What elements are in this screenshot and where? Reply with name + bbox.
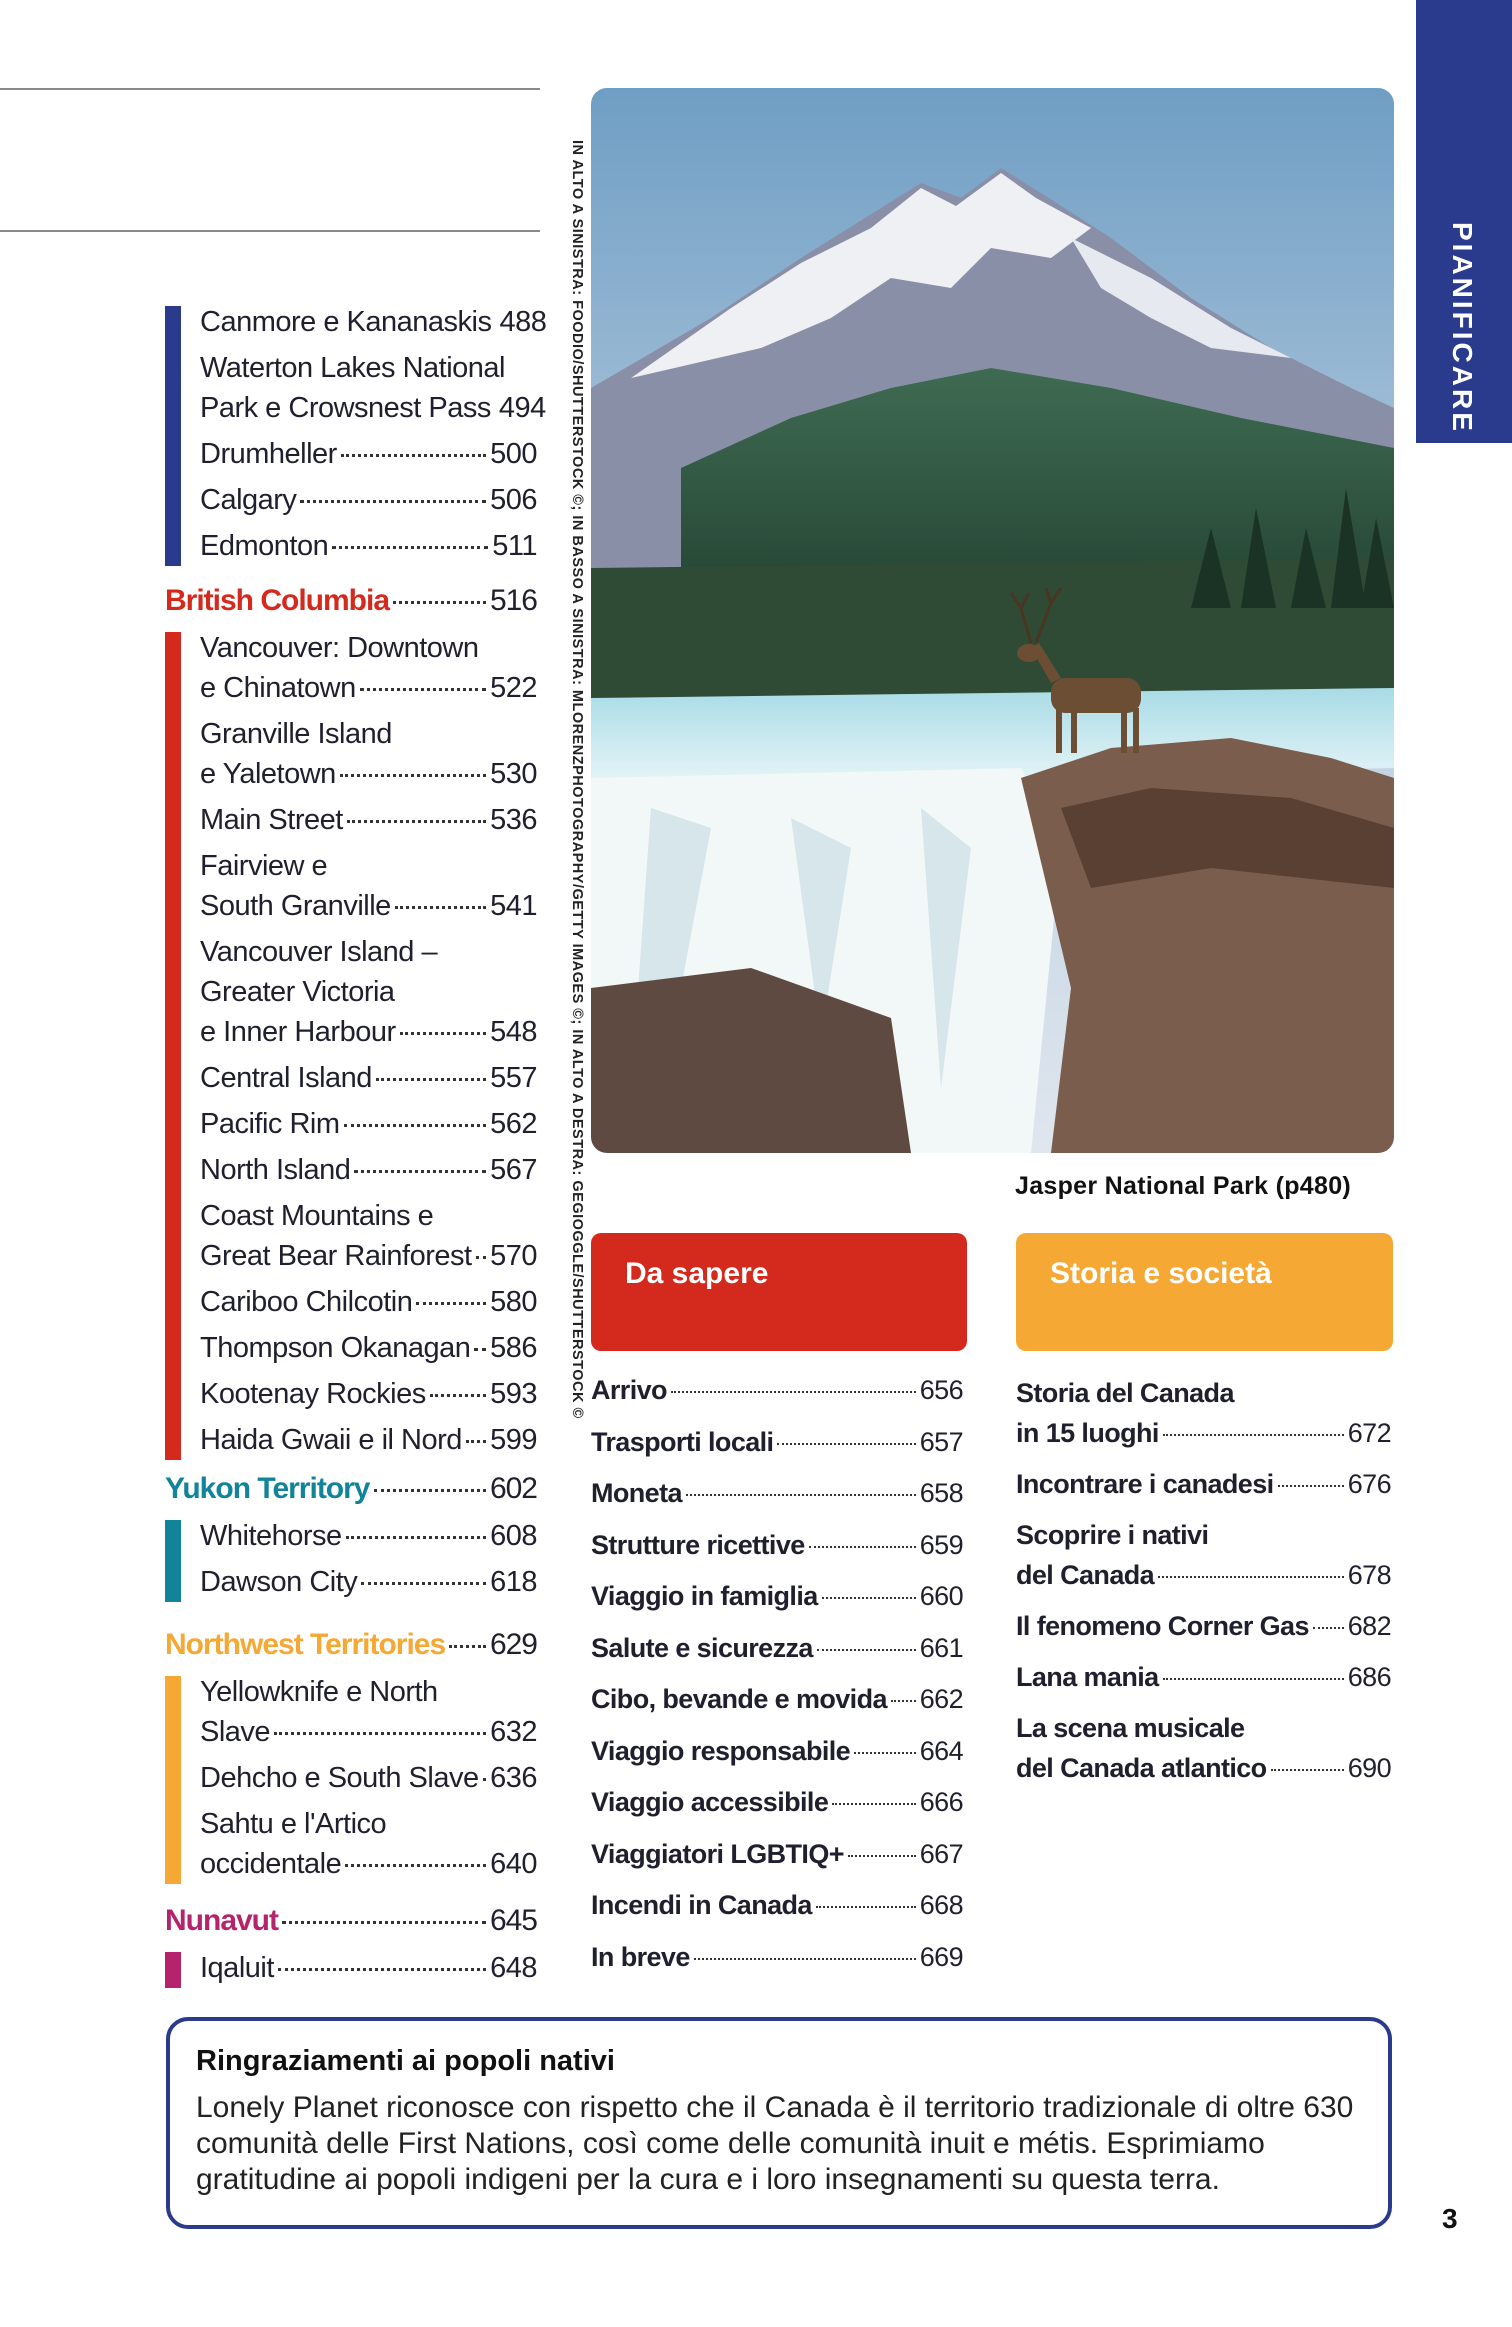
da-sapere-item bbox=[591, 1942, 963, 1973]
toc-entry-page: 593 bbox=[490, 1378, 537, 1410]
toc-entry-line bbox=[200, 1758, 537, 1798]
toc-entry bbox=[200, 1516, 537, 1556]
leader-dots bbox=[474, 1348, 486, 1351]
toc-entry-page: 648 bbox=[490, 1952, 537, 1984]
storia-item-line bbox=[1016, 1520, 1391, 1551]
da-sapere-item bbox=[591, 1427, 963, 1458]
da-sapere-item bbox=[591, 1787, 963, 1818]
da-sapere-item-page: 667 bbox=[919, 1838, 963, 1869]
da-sapere-item-page: 661 bbox=[919, 1632, 963, 1663]
toc-entry-page: 586 bbox=[490, 1332, 537, 1364]
toc-entry bbox=[200, 348, 546, 428]
storia-item-label: Storia del Canada bbox=[1016, 1378, 1234, 1408]
toc-entry-page: 562 bbox=[490, 1108, 537, 1140]
storia-item-label: Scoprire i nativi bbox=[1016, 1520, 1209, 1550]
toc-entry-text: Haida Gwaii e il Nord bbox=[200, 1424, 462, 1456]
toc-entry-page: 511 bbox=[492, 530, 537, 562]
toc-entry bbox=[200, 302, 547, 342]
toc-entry-text: Edmonton bbox=[200, 530, 329, 562]
region-yukon-label: Yukon Territory bbox=[165, 1472, 370, 1505]
toc-entry-line bbox=[200, 1374, 537, 1414]
da-sapere-item-label: Arrivo bbox=[591, 1375, 667, 1405]
toc-entry-line bbox=[200, 1672, 537, 1712]
da-sapere-item-label: Cibo, bevande e movida bbox=[591, 1684, 887, 1714]
da-sapere-item bbox=[591, 1633, 963, 1664]
leader-dots bbox=[476, 1256, 487, 1259]
photo-credit-text: IN ALTO A SINISTRA: FOODIO/SHUTTERSTOCK ©; IN BASSO A SINISTRA: MLORENZPHOTOGRAPHY/GETTY IMAGES ©; IN ALTO A DESTRA: GEGIOGGLE/SHUTTERSTOCK © bbox=[569, 140, 585, 1419]
toc-entry-text: Dawson City bbox=[200, 1566, 358, 1598]
toc-entry-line bbox=[200, 480, 537, 520]
leader-dots bbox=[832, 1803, 916, 1805]
storia-item-page: 672 bbox=[1347, 1418, 1391, 1448]
toc-entry bbox=[200, 1058, 537, 1098]
leader-dots bbox=[360, 688, 486, 691]
leader-dots bbox=[374, 1489, 486, 1492]
toc-entry-line bbox=[200, 972, 537, 1012]
toc-entry-text: e Inner Harbour bbox=[200, 1016, 396, 1048]
da-sapere-item-page: 666 bbox=[919, 1787, 963, 1817]
bc-color-bar bbox=[165, 632, 181, 1460]
toc-entry-text: Slave bbox=[200, 1716, 271, 1748]
storia-item-page: 690 bbox=[1347, 1753, 1391, 1783]
leader-dots bbox=[354, 1170, 486, 1173]
toc-entry-text: Cariboo Chilcotin bbox=[200, 1286, 413, 1318]
toc-entry-page: 640 bbox=[490, 1848, 537, 1880]
leader-dots bbox=[347, 820, 486, 823]
leader-dots bbox=[816, 1906, 916, 1908]
leader-dots bbox=[686, 1494, 916, 1496]
toc-entry-page: 530 bbox=[490, 758, 537, 790]
toc-entry-text: South Granville bbox=[200, 890, 391, 922]
toc-entry-line bbox=[200, 1804, 537, 1844]
leader-dots bbox=[848, 1855, 916, 1857]
toc-entry-line bbox=[200, 932, 537, 972]
storia-box bbox=[1016, 1233, 1393, 1351]
toc-entry-text: Whitehorse bbox=[200, 1520, 342, 1552]
leader-dots bbox=[346, 1536, 486, 1539]
toc-entry-line bbox=[200, 388, 546, 428]
storia-item-line bbox=[1016, 1611, 1391, 1642]
toc-entry-line bbox=[200, 846, 537, 886]
toc-entry-text: Pacific Rim bbox=[200, 1108, 340, 1140]
leader-dots bbox=[341, 454, 486, 457]
toc-entry-text: Greater Victoria bbox=[200, 976, 395, 1008]
toc-entry-text: Drumheller bbox=[200, 438, 337, 470]
toc-entry-line bbox=[200, 628, 537, 668]
da-sapere-item-page: 669 bbox=[919, 1941, 963, 1972]
toc-entry-text: Main Street bbox=[200, 804, 343, 836]
leader-dots bbox=[854, 1752, 916, 1754]
toc-entry bbox=[200, 434, 537, 474]
acknowledgement-text: Lonely Planet riconosce con rispetto che il Canada è il territorio tradizionale di oltre 630 comunità delle First Nations, così come delle comunità inuit e métis. Esprimiamo gratitudine ai popoli indigeni per la cura e i loro insegnamenti su questa terra. bbox=[196, 2091, 1354, 2196]
leader-dots bbox=[1158, 1576, 1344, 1578]
toc-entry-page: 488 bbox=[499, 306, 547, 338]
leader-dots bbox=[822, 1597, 916, 1599]
leader-dots bbox=[345, 1864, 486, 1867]
toc-entry-page: 522 bbox=[490, 672, 537, 704]
da-sapere-item-page: 658 bbox=[919, 1478, 963, 1508]
toc-entry-page: 567 bbox=[490, 1154, 537, 1186]
toc-entry bbox=[200, 1420, 537, 1460]
toc-entry bbox=[200, 1562, 537, 1602]
da-sapere-item-page: 657 bbox=[919, 1426, 963, 1457]
landscape-illustration bbox=[591, 88, 1394, 1153]
da-sapere-item-label: Viaggiatori LGBTIQ+ bbox=[591, 1838, 844, 1869]
nwt-color-bar bbox=[165, 1676, 181, 1884]
toc-entry-line bbox=[200, 668, 537, 708]
leader-dots bbox=[340, 774, 486, 777]
storia-item-line bbox=[1016, 1560, 1391, 1591]
da-sapere-item bbox=[591, 1684, 963, 1715]
storia-item-label: Il fenomeno Corner Gas bbox=[1016, 1611, 1309, 1641]
region-british-columbia bbox=[165, 584, 537, 618]
storia-item-label: del Canada bbox=[1016, 1560, 1155, 1590]
alberta-color-bar bbox=[165, 306, 181, 566]
leader-dots bbox=[466, 1440, 486, 1443]
leader-dots bbox=[1278, 1485, 1344, 1487]
storia-item-page: 678 bbox=[1347, 1560, 1391, 1590]
da-sapere-item-label: Incendi in Canada bbox=[591, 1890, 812, 1920]
da-sapere-item-page: 660 bbox=[919, 1581, 963, 1611]
da-sapere-item-label: Moneta bbox=[591, 1478, 682, 1508]
toc-entry bbox=[200, 800, 537, 840]
acknowledgement-title: Ringraziamenti ai popoli nativi bbox=[196, 2045, 615, 2077]
top-rule bbox=[0, 88, 540, 90]
region-nunavut bbox=[165, 1904, 537, 1938]
jasper-photo bbox=[591, 88, 1394, 1153]
toc-entry-line bbox=[200, 1236, 537, 1276]
leader-dots bbox=[449, 1645, 486, 1648]
toc-entry-line bbox=[200, 1012, 537, 1052]
toc-entry bbox=[200, 846, 537, 926]
leader-dots bbox=[809, 1546, 916, 1548]
da-sapere-item bbox=[591, 1581, 963, 1612]
toc-entry bbox=[200, 1150, 537, 1190]
toc-entry-line bbox=[200, 1328, 537, 1368]
toc-entry bbox=[200, 1104, 537, 1144]
leader-dots bbox=[278, 1968, 486, 1971]
leader-dots bbox=[300, 500, 486, 503]
second-rule bbox=[0, 230, 540, 232]
toc-entry-page: 536 bbox=[490, 804, 537, 836]
toc-entry bbox=[200, 1328, 537, 1368]
toc-entry-page: 557 bbox=[490, 1062, 537, 1094]
storia-item-page: 686 bbox=[1347, 1662, 1391, 1692]
toc-entry-line bbox=[200, 526, 537, 566]
toc-entry bbox=[200, 1948, 537, 1988]
leader-dots bbox=[777, 1443, 915, 1445]
toc-entry-line bbox=[200, 434, 537, 474]
toc-entry-line bbox=[200, 348, 537, 388]
toc-entry-line bbox=[200, 1282, 537, 1322]
nunavut-color-bar bbox=[165, 1952, 181, 1988]
leader-dots bbox=[376, 1078, 486, 1081]
storia-item-label: del Canada atlantico bbox=[1016, 1753, 1267, 1783]
toc-entry-line bbox=[200, 1150, 537, 1190]
toc-entry-text: Fairview e bbox=[200, 850, 328, 882]
da-sapere-item-page: 668 bbox=[919, 1890, 963, 1920]
toc-entry-line bbox=[200, 1104, 537, 1144]
leader-dots bbox=[361, 1582, 486, 1585]
leader-dots bbox=[400, 1032, 486, 1035]
storia-item-line bbox=[1016, 1713, 1391, 1744]
yukon-color-bar bbox=[165, 1520, 181, 1602]
toc-entry-line bbox=[200, 1196, 537, 1236]
storia-item-label: Lana mania bbox=[1016, 1662, 1159, 1692]
toc-entry-page: 548 bbox=[490, 1016, 537, 1048]
toc-entry-text: Coast Mountains e bbox=[200, 1200, 434, 1232]
toc-entry-line bbox=[200, 302, 547, 342]
storia-item-line bbox=[1016, 1469, 1391, 1500]
toc-entry-line bbox=[200, 1420, 537, 1460]
leader-dots bbox=[1271, 1769, 1344, 1771]
toc-entry-line bbox=[200, 800, 537, 840]
page-number: 3 bbox=[1442, 2203, 1458, 2234]
storia-item-page: 676 bbox=[1347, 1469, 1391, 1499]
toc-entry-text: Sahtu e l'Artico bbox=[200, 1808, 387, 1840]
toc-entry-page: 608 bbox=[490, 1520, 537, 1552]
da-sapere-item-page: 662 bbox=[919, 1684, 963, 1714]
toc-entry-text: e Yaletown bbox=[200, 758, 336, 790]
toc-entry bbox=[200, 1758, 537, 1798]
toc-entry bbox=[200, 1282, 537, 1322]
toc-entry-text: Great Bear Rainforest bbox=[200, 1240, 472, 1272]
leader-dots bbox=[671, 1391, 916, 1393]
toc-entry-page: 636 bbox=[490, 1762, 537, 1794]
da-sapere-item-label: Trasporti locali bbox=[591, 1426, 774, 1457]
storia-item-line bbox=[1016, 1662, 1391, 1693]
toc-entry-text: Yellowknife e North bbox=[200, 1676, 438, 1708]
da-sapere-item bbox=[591, 1478, 963, 1509]
da-sapere-item bbox=[591, 1375, 963, 1406]
leader-dots bbox=[483, 1778, 487, 1781]
toc-entry-line bbox=[200, 1058, 537, 1098]
toc-entry-text: Kootenay Rockies bbox=[200, 1378, 426, 1410]
da-sapere-item bbox=[591, 1530, 963, 1561]
toc-entry-line bbox=[200, 1712, 537, 1752]
storia-item-line bbox=[1016, 1378, 1391, 1409]
leader-dots bbox=[430, 1394, 486, 1397]
toc-entry-page: 632 bbox=[490, 1716, 537, 1748]
leader-dots bbox=[416, 1302, 486, 1305]
toc-entry-text: Central Island bbox=[200, 1062, 372, 1094]
toc-entry-line bbox=[200, 1516, 537, 1556]
leader-dots bbox=[817, 1649, 916, 1651]
da-sapere-item-label: Viaggio in famiglia bbox=[591, 1581, 818, 1611]
region-yukon-page: 602 bbox=[489, 1472, 537, 1505]
storia-item-line bbox=[1016, 1418, 1391, 1449]
region-nunavut-label: Nunavut bbox=[165, 1904, 278, 1937]
da-sapere-item-label: In breve bbox=[591, 1941, 690, 1972]
region-northwest-territories bbox=[165, 1628, 537, 1662]
region-northwest-territories-label: Northwest Territories bbox=[165, 1628, 446, 1661]
storia-title: Storia e società bbox=[1050, 1257, 1272, 1290]
da-sapere-item bbox=[591, 1736, 963, 1767]
storia-item-label: La scena musicale bbox=[1016, 1713, 1245, 1743]
toc-entry-page: 618 bbox=[490, 1566, 537, 1598]
storia-item-page: 682 bbox=[1347, 1611, 1391, 1641]
toc-entry-line bbox=[200, 1562, 537, 1602]
da-sapere-item-page: 656 bbox=[919, 1375, 963, 1405]
toc-entry-page: 500 bbox=[490, 438, 537, 470]
toc-entry bbox=[200, 1804, 537, 1884]
photo-caption: Jasper National Park (p480) bbox=[1015, 1172, 1352, 1200]
region-nunavut-page: 645 bbox=[489, 1904, 537, 1937]
da-sapere-box bbox=[591, 1233, 967, 1351]
da-sapere-item-page: 664 bbox=[919, 1735, 963, 1766]
toc-entry-text: Canmore e Kananaskis bbox=[200, 306, 492, 338]
toc-entry-text: Thompson Okanagan bbox=[200, 1332, 471, 1364]
da-sapere-title: Da sapere bbox=[625, 1257, 769, 1290]
toc-entry-line bbox=[200, 1948, 537, 1988]
da-sapere-item bbox=[591, 1839, 963, 1870]
toc-entry-line bbox=[200, 886, 537, 926]
region-yukon bbox=[165, 1472, 537, 1506]
toc-entry bbox=[200, 1374, 537, 1414]
leader-dots bbox=[274, 1732, 486, 1735]
leader-dots bbox=[282, 1921, 486, 1924]
section-tab-label: PIANIFICARE bbox=[1447, 222, 1478, 434]
storia-item-line bbox=[1016, 1753, 1391, 1784]
toc-entry-line bbox=[200, 754, 537, 794]
storia-item-label: Incontrare i canadesi bbox=[1016, 1469, 1274, 1499]
leader-dots bbox=[393, 601, 486, 604]
leader-dots bbox=[1163, 1434, 1344, 1436]
toc-entry-page: 570 bbox=[490, 1240, 537, 1272]
toc-entry-page: 580 bbox=[490, 1286, 537, 1318]
region-northwest-territories-page: 629 bbox=[489, 1628, 537, 1661]
da-sapere-item-label: Strutture ricettive bbox=[591, 1529, 805, 1560]
toc-entry-text: Calgary bbox=[200, 484, 297, 516]
leader-dots bbox=[694, 1958, 916, 1960]
region-british-columbia-page: 516 bbox=[489, 584, 537, 617]
toc-entry-line bbox=[200, 1844, 537, 1884]
toc-entry-text: e Chinatown bbox=[200, 672, 356, 704]
region-british-columbia-label: British Columbia bbox=[165, 584, 390, 617]
leader-dots bbox=[891, 1700, 916, 1702]
leader-dots bbox=[332, 546, 488, 549]
da-sapere-item-label: Viaggio responsabile bbox=[591, 1735, 851, 1766]
toc-entry-page: 506 bbox=[490, 484, 537, 516]
toc-entry-text: Vancouver: Downtown bbox=[200, 632, 479, 664]
da-sapere-item-label: Salute e sicurezza bbox=[591, 1632, 813, 1663]
da-sapere-item-label: Viaggio accessibile bbox=[591, 1787, 829, 1817]
toc-entry-text: occidentale bbox=[200, 1848, 342, 1880]
leader-dots bbox=[1163, 1678, 1344, 1680]
toc-entry-text: Waterton Lakes National bbox=[200, 352, 505, 384]
leader-dots bbox=[344, 1124, 487, 1127]
toc-entry-page: 494 bbox=[498, 392, 546, 424]
photo-credit bbox=[567, 140, 589, 1450]
toc-entry-line bbox=[200, 714, 537, 754]
toc-entry-text: North Island bbox=[200, 1154, 351, 1186]
toc-entry bbox=[200, 628, 537, 708]
acknowledgement-box bbox=[166, 2017, 1392, 2229]
toc-entry-page: 599 bbox=[490, 1424, 537, 1456]
leader-dots bbox=[1313, 1627, 1344, 1629]
leader-dots bbox=[395, 906, 486, 909]
toc-entry-text: Iqaluit bbox=[200, 1952, 274, 1984]
storia-item-label: in 15 luoghi bbox=[1016, 1418, 1159, 1448]
toc-entry bbox=[200, 714, 537, 794]
toc-entry-page: 541 bbox=[490, 890, 537, 922]
toc-entry bbox=[200, 1196, 537, 1276]
toc-entry-text: Dehcho e South Slave bbox=[200, 1762, 479, 1794]
toc-entry bbox=[200, 526, 537, 566]
toc-entry bbox=[200, 480, 537, 520]
toc-entry-text: Park e Crowsnest Pass bbox=[200, 392, 491, 424]
da-sapere-item-page: 659 bbox=[919, 1529, 963, 1560]
toc-entry bbox=[200, 932, 537, 1052]
toc-entry-text: Granville Island bbox=[200, 718, 392, 750]
toc-entry bbox=[200, 1672, 537, 1752]
da-sapere-item bbox=[591, 1890, 963, 1921]
toc-entry-text: Vancouver Island – bbox=[200, 936, 438, 968]
section-tab bbox=[1416, 0, 1512, 443]
